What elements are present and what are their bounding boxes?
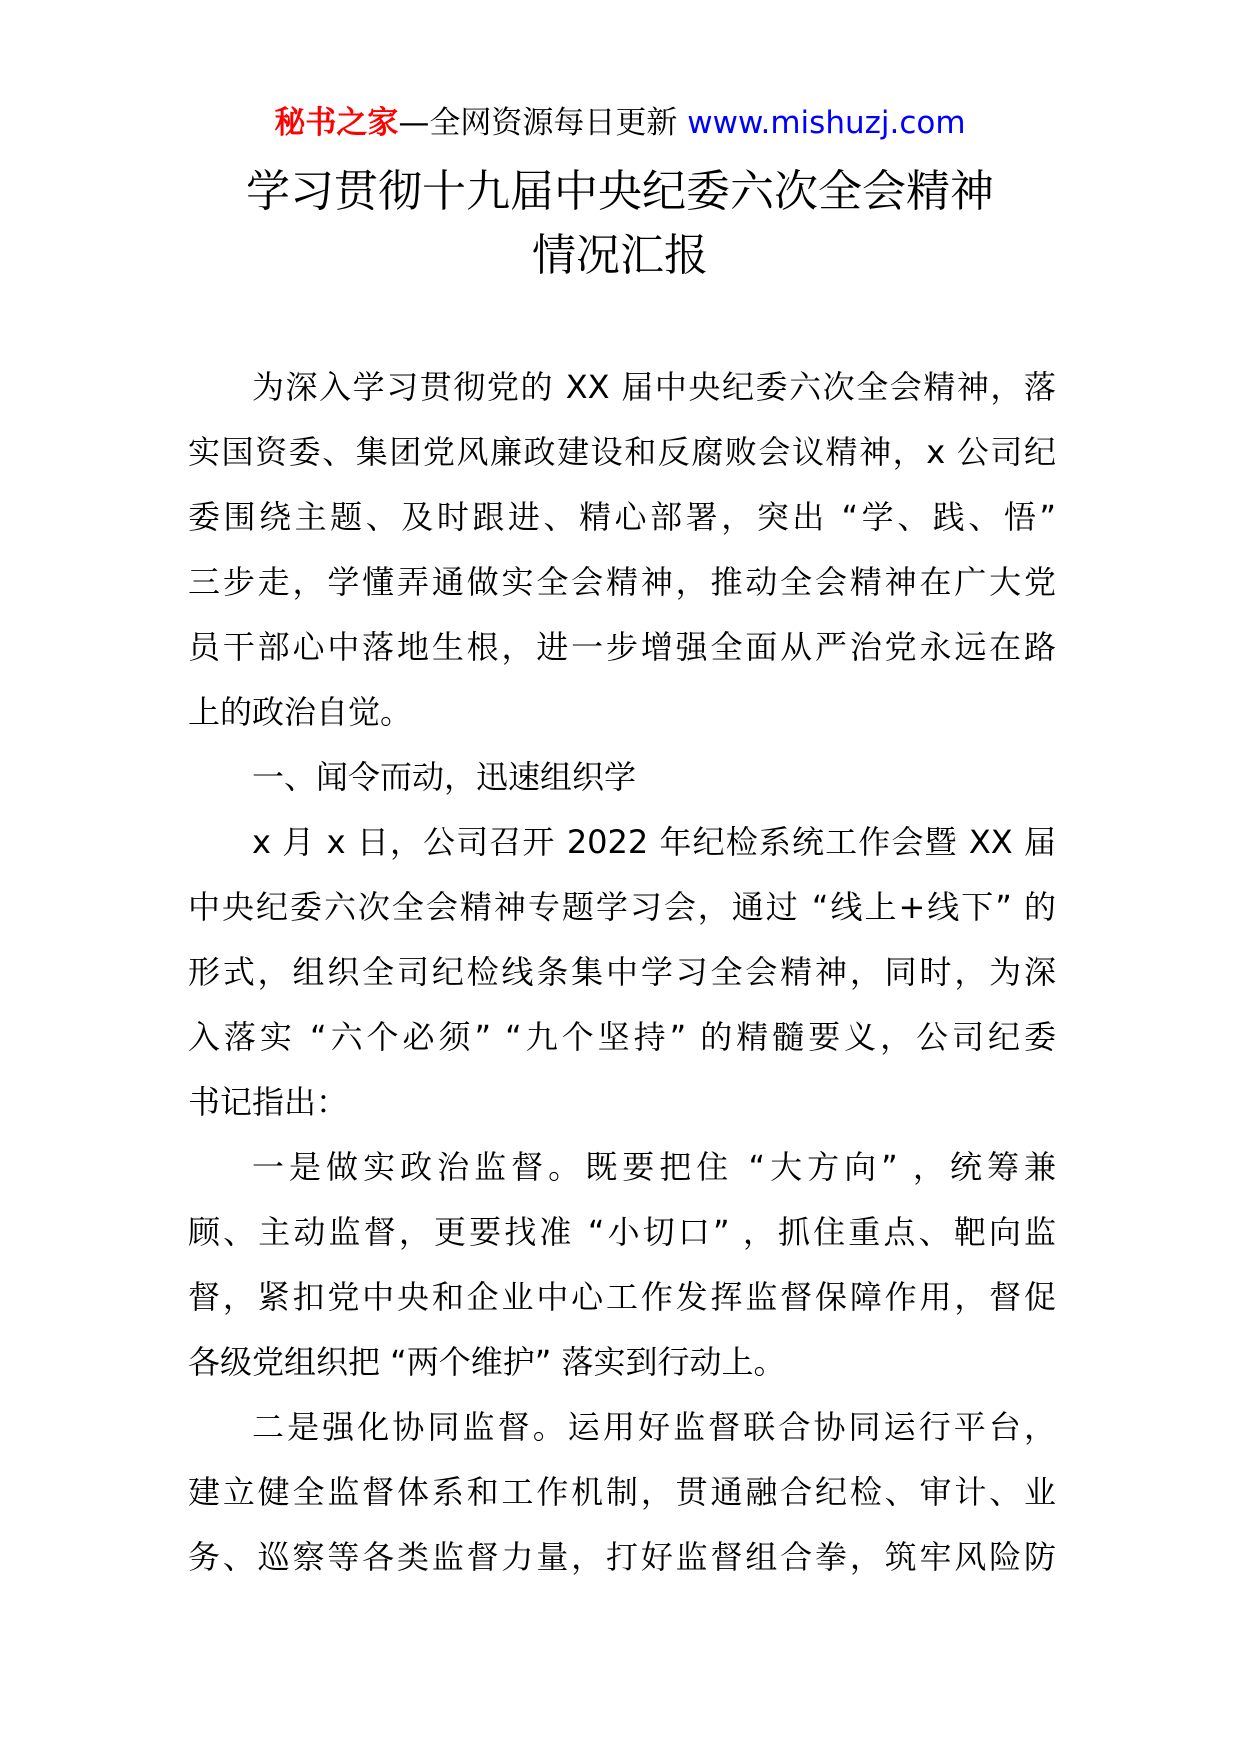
text-line: 顾、主动监督，更要找准 “小切口” ，抓住重点、靶向监 <box>188 1213 1056 1251</box>
text-line: 为深入学习贯彻党的 XX 届中央纪委六次全会精神，落 <box>252 368 1056 406</box>
text-line: x 月 x 日，公司召开 2022 年纪检系统工作会暨 XX 届 <box>252 823 1056 861</box>
text-line: 书记指出： <box>188 1083 349 1121</box>
text-line: 员干部心中落地生根，进一步增强全面从严治党永远在路 <box>188 628 1056 666</box>
text-line: 建立健全监督体系和工作机制，贯通融合纪检、审计、业 <box>188 1473 1056 1511</box>
brand-name: 秘书之家 <box>274 105 399 141</box>
section-heading: 一、闻令而动，迅速组织学 <box>252 758 637 796</box>
header-tagline: —全网资源每日更新 <box>398 105 688 141</box>
paragraph-political-supervision <box>188 1135 1056 1395</box>
text-line: 督，紧扣党中央和企业中心工作发挥监督保障作用，督促 <box>188 1278 1056 1316</box>
title-line: 学习贯彻十九届中央纪委六次全会精神 <box>246 166 994 217</box>
site-header <box>0 100 1240 146</box>
text-line: 形式，组织全司纪检线条集中学习全会精神，同时，为深 <box>188 953 1056 991</box>
text-line: 实国资委、集团党风廉政建设和反腐败会议精神，x 公司纪 <box>188 433 1056 471</box>
paragraph-intro <box>188 355 1056 745</box>
site-url-link[interactable]: www.mishuzj.com <box>687 105 966 141</box>
text-line: 一是做实政治监督。既要把住 “大方向” ，统筹兼 <box>252 1148 1056 1186</box>
text-line: 上的政治自觉。 <box>188 693 413 731</box>
text-line: 务、巡察等各类监督力量，打好监督组合拳，筑牢风险防 <box>188 1538 1056 1576</box>
paragraph-coordinated-supervision <box>188 1395 1056 1590</box>
text-line: 委围绕主题、及时跟进、精心部署，突出 “学、践、悟” <box>188 498 1056 536</box>
text-line: 三步走，学懂弄通做实全会精神，推动全会精神在广大党 <box>188 563 1056 601</box>
text-line: 入落实 “六个必须” “九个坚持” 的精髓要义，公司纪委 <box>188 1018 1056 1056</box>
document-title <box>0 160 1240 288</box>
text-line: 各级党组织把 “两个维护” 落实到行动上。 <box>188 1343 786 1381</box>
title-line: 情况汇报 <box>532 230 708 281</box>
text-line: 二是强化协同监督。运用好监督联合协同运行平台， <box>252 1408 1056 1446</box>
paragraph-meeting <box>188 810 1056 1135</box>
document-body <box>188 355 1056 1590</box>
text-line: 中央纪委六次全会精神专题学习会，通过 “线上+线下” 的 <box>188 888 1056 926</box>
